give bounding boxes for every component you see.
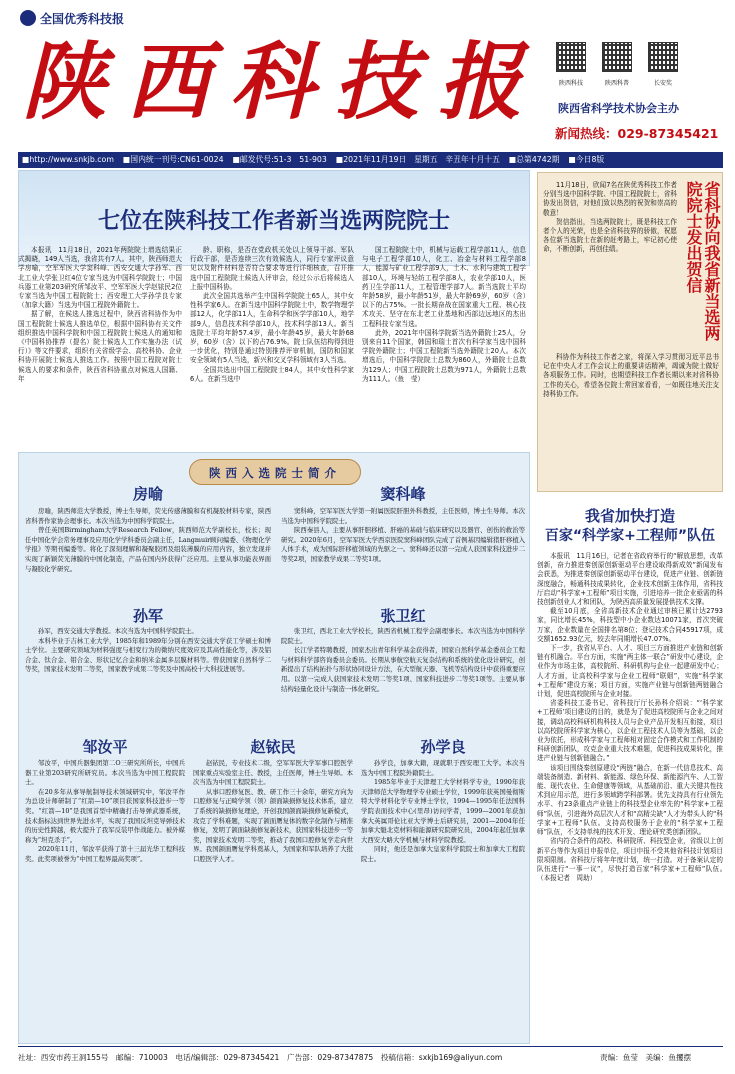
cn-number: ■国内统一刊号:CN61-0024 [122, 155, 224, 164]
academician-name: 张卫红 [380, 607, 426, 625]
footer-editors: 责编：鱼莹 美编：鱼攫摆 [600, 1053, 692, 1062]
team-building-article [537, 500, 730, 1040]
letter-vertical-title: 省科协向我省新当选两院院士发出贺信 [684, 181, 721, 341]
qr-label: 陕西科技 [558, 80, 583, 87]
profiles-banner: 陕西入选院士简介 [189, 459, 361, 485]
lead-paragraph: 龄、职称，是否在党政机关处以上领导干部、军队行政干部，是否连续三次有效候选人，同行专家评议意见以及附件材料是否符合要求等进行详细核查，召开推选中国工程院院士候选人评审会，经过公示后将候选人上报中国科协。 [190, 246, 354, 291]
lead-paragraph: 据了解，在候选人推选过程中，陕西省科协作为中国工程院院士候选人推选单位，根据中国科协有关文件组织推选中国科学院和中国工程院院士候选人的通知和《中国科协推荐（提名）院士候选人工作实施办法（试行）》等文件要求，组织有关省级学会、高校科协、企业科协开展院士候选人推选工作。按照中国工程院对院士候选人的要求和条件，陕西省科协重点对候选人国籍、年 [18, 310, 182, 383]
lead-paragraph: 本报讯 11月18日，2021年两院院士增选结果正式揭晓，149人当选，我省共有7人。其中，陕西师范大学房喻，空军军医大学窦科峰、西安交通大学孙军、西北工业大学张卫红4位专家当选为中国科学院院士；中国兵器工业第203研究所邹汝平、空军军医大学赵铱民2位专家当选为中国工程院院士；西安理工大学孙学良专家（加拿大籍）当选为中国工程院外籍院士。 [18, 246, 182, 310]
top-tag: 全国优秀科技报 [40, 12, 125, 26]
article-body: 本报讯 11月16日，记者在省政府举行的“解放思想，改革创新，奋力推进秦创原创新驱动平台建设取得新成效”新闻发布会获悉，为推进秦创原创新驱动平台建设，促进产业链、创新链深度融合，畅通科技成果转化，企业技术创新主体作用，省科技厅启动“科学家+工程师”项目实施，引进培养一批企业亟需的科技创新创业人才和团队，为陕西高质量发展提供技术支撑。 截至10月底，全省高新技术企业通过审核已累计达2793家，同比增长45%，科技型中小企业数达10071家，首次突破万家，企业数量在全国排名第8位；登记技术合同45917项，成交额1652.93亿元，较去年同期增长47.07%。 下一步，我省从平台、人才、项目三方面推进产业链和创新链有机融合。平台方面，实施“两主体一联合”研发中心建设，企业作为市场主体，高校院所、科研机构与企业一起建研发中心；人才方面，让高校科学家与企业工程师“联姻”，实施“科学家+工程师”建设方案；项目方面，实施产业链与创新链两链融合计划，促进高校院所与企业对接。 省委科技工委书记、省科技厅厅长孙科介绍说：“‘科学家+工程师’项目建设的目的，就是为了促进高校院所与企业之间对接，调动高校科研机构科技人员与企业产品开发相互衔接，项目以高校院所科学家为核心，以企业工程技术人员等为基础，以企业为依托，形成科学家与工程师相对固定合作模式和工作机制的科研创新团队，攻克企业重大技术难题，促进科技成果转化，推进产业链与创新链融合。” 该项目围绕秦创原建设“两链”融合，在新一代信息技术、高端装备制造、新材料、新能源、绿色环保、新能源汽车、人工智能、现代农业、生命健康等领域，从基础前沿、重大关键共性技术到应用示范，进行多领域跨学科部署。优先支持具有行业领先水平、有23条重点产业链上的科技型企业率先的“科学家+工程师”队伍，引进海外高层次人才和“高精尖缺”人才为带头人的“科学家+工程师”队伍。支持高校服务于企业的“科学家+工程师”队伍，不支持单纯的技术开发、理论研究类创新团队。 省内符合条件的高校、科研院所、科技型企业，省级以上创新平台等作为项目申报单位，项目申报不受其他省科技计划项目限项限制。省科技厅将年年度计划，统一打造。对于备案认定的队伍进行“一事一议”，尽快打造百家“科学家+工程师”队伍。 （本报记者 周助） [537, 552, 730, 883]
profile-zou-ruping: 邹汝平 邹汝平，中国兵器集团第二O三研究所所长，中国兵器工业第203研究所研究员。本次当选为中国工程院院士。 在20多年从事导航制导技术领域研究中，邹汝平作为总设计师研制了“红箭—10”项目获国家科技进步一等奖。“红箭—10”是我国首型中精确打击导弹武器系统，技术指标达到世界先进水平，实现了我国反坦克导弹技术的历史性跨越，极大提升了我军反装甲作战能力。被外媒称为“坦克杀手”。 2020年11月，邹汝平获得了第十三届光华工程科技奖。此奖项被誉为“中国工程界最高奖项”。 [25, 735, 185, 865]
lead-column-3 [362, 246, 526, 384]
footer-address: 社址：西安市药王洞155号 邮编：710003 电话/编辑部：029-87345421 广告部：029-87347875 投稿信箱：sxkjb169@aliyun.com [18, 1053, 503, 1062]
postal-code: ■邮发代号:51-3 51-903 [232, 155, 327, 164]
qr-code-group [556, 40, 726, 94]
lead-headline: 七位在陕科技工作者新当选两院院士 [97, 209, 450, 234]
newspaper-logo: 陕西科技报 [22, 32, 543, 131]
masthead [0, 0, 735, 150]
page-count: ■今日8版 [568, 155, 605, 164]
lead-column-1 [18, 246, 182, 384]
lead-paragraph: 国工程院院士中，机械与运载工程学部11人，信息与电子工程学部10人，化工、冶金与材料工程学部8人，能源与矿业工程学部9人，土木、水利与建筑工程学部10人，环境与轻纺工程学部8人，农业学部10人，医药卫生学部11人，工程管理学部7人。新当选院士平均年龄58岁，最小年龄51岁，最大年龄69岁，60岁（含）以下的占75%。一批长期奋战在国家重大工程、核心技术攻关、坚守在东北老工业基地和西部边远地区的杰出工程科技专家当选。 [362, 246, 526, 328]
profile-zhao-yimin: 赵铱民 赵铱民，专业技术二级，空军军医大学军事口腔医学国家重点实验室主任、教授，主任医师，博士生导师。本次当选为中国工程院院士。 从事口腔修复医、教、研工作三十余年，研究方向为口腔修复与正畸学领（领）颌面缺损修复技术体系，建立了系统的缺损修复理论，开创我国颌面缺损修复新模式，攻克了学科难题，实现了颌面赝复体的数字化制作与精准修复，发明了颌面缺损修复新技术，获国家科技进步一等奖，国家技术发明二等奖，推动了我国口腔修复学走向世界。我国颌面赝复学科奠基人，为国家和军队培养了大批口腔医学人才。 [193, 735, 353, 865]
profile-fang-yu: 房喻 房喻，陕西师范大学教授，博士生导师，荧光传感薄膜和有机凝胶材料专家，陕西省科普作家协会理事长。本次当选为中国科学院院士。 曾任英国Birmingham大学Research Fellow，陕西师范大学副校长，校长；现任中国化学会常务理事及应用化学学科委员会副主任，Langmuir顾问编委、《物理化学学报》等期刊编委等。将化了深刻理解和凝聚胶团及组装薄膜的应用内容，独立发现并实现了新颖荧光薄膜的中国化制造，产品在国内外获得广泛应用。主要从事功能表界面与凝胶化学研究。 [25, 481, 271, 574]
article-title-line1: 我省加快打造 [584, 507, 675, 525]
newspaper-emblem-icon [20, 10, 36, 26]
academician-name: 孙军 [132, 607, 163, 625]
profile-zhang-weihong: 张卫红 张卫红，西北工业大学校长，陕西省机械工程学会副理事长。本次当选为中国科学院院士。 长江学者特聘教授，国家杰出青年科学基金获得者，国家自然科学基金委员会工程与材料科学部咨询委员会委员。长期从事航空航天复杂结构和系统的优化设计研究，创新提出了结构拓扑与形状协同设计方法，在大型航天器、飞机等结构设计中获得重要应用。以第一完成人获国家技术发明二等奖1项、国家科技进步二等奖1项等。主要从事结构轻量化设计与制造一体化研究。 [281, 607, 525, 693]
info-bar [18, 152, 723, 168]
qr-label: 陕西科普 [604, 80, 629, 87]
letter-body-top: 11月18日，欣闻7名在陕优秀科技工作者分别当选中国科学院、中国工程院院士，省科协发出贺信，对他们致以热烈的祝贺和崇高的敬意！ 贺信指出，当选两院院士，既是科技工作者个人的光荣，也是全省科技界的骄傲，祝愿各位新当选院士在新的赶考路上，牢记初心使命，不断创新，再创佳绩。 [543, 181, 677, 254]
academician-name: 孙学良 [420, 738, 466, 756]
issue-date: ■2021年11月19日 星期五 辛丑年十月十五 [335, 155, 500, 164]
letter-body-bottom: 科协作为科技工作者之家，将深入学习贯彻习近平总书记在中央人才工作会议上的重要讲话精神，竭诚为院士做好各项服务工作。同时，也期望科技工作者长期以来对省科协工作的关心，希望各位院士常回家看看，一如既往地关注支持科协工作。 [543, 353, 719, 398]
lead-column-2 [190, 246, 354, 384]
qr-code-icon [602, 42, 632, 72]
profile-sun-jun: 孙军 孙军，西安交通大学教授。本次当选为中国科学院院士。 本科毕业于吉林工业大学，1985年和1989年分别在西安交通大学获工学硕士和博士学位。主要研究领域为材料强度与相变行为的微纳尺度效应及其高性能化等，涉及铝合金、钛合金、钼合金、形状记忆合金和纳米金属多层膜材料等。曾获国家自然科学二等奖，国家技术发明二等奖，国家教学成果二等奖及中国高校十大科技进展等。 [25, 607, 271, 674]
issue-number: ■总第4742期 [508, 155, 560, 164]
academician-name: 窦科峰 [380, 485, 426, 503]
lead-paragraph: 此次全国共选举产生中国科学院院士65人，其中女性科学家6人。在新当选中国科学院院士中，数学物理学部12人，化学部11人，生命科学和医学学部10人，地学部9人，信息技术科学部10人，技术科学部13人。新当选院士平均年龄57.4岁，最小年龄45岁，最大年龄68岁，60岁（含）以下的占76.9%。院士队伍结构得到进一步优化，特别是通过特别推荐评审机制，国防和国家安全领域有5人当选，新兴和交叉学科领域有3人当选。 [190, 292, 354, 365]
profile-dou-kefeng: 窦科峰 窦科峰，空军军医大学第一附属医院肝胆外科教授，主任医师，博士生导师。本次当选为中国科学院院士。 陕西秦县人，主要从事肝胆移植、肝癌的基础与临床研究以及器官、创伤的救治等研究。2020年6月，空军军医大学西京医院窦科峰团队完成了首例基因编辑猪肝移植入人体手术，成为国际肝移植领域的先驱之一。窦科峰还以第一完成人获国家科技进步二等奖2项，国家教学成果二等奖1项。 [281, 481, 525, 565]
qr-code-icon [556, 42, 586, 72]
qr-label: 长安奖 [653, 80, 672, 87]
academician-name: 房喻 [132, 485, 163, 503]
news-hotline: 新闻热线：029-87345421 [555, 126, 719, 141]
lead-paragraph: 全国共选出中国工程院院士84人，其中女性科学家6人。在新当选中 [190, 365, 354, 383]
profile-sun-xueliang: 孙学良 孙学良，加拿大籍，现就职于西安理工大学。本次当选为中国工程院外籍院士。 1985年毕业于天津理工大学材料学专业，1990年获天津师范大学物理学专业硕士学位，1999年获英国曼彻斯特大学材料化学专业博士学位，1994—1995年任法国科学院表面技术中心(里昂)访问学者，1999—2001年获加拿大英属哥伦比亚大学博士后研究员，2001—2004年任加拿大魁北克材料和能源研究院研究员，2004年起任加拿大西安大略大学机械与材料学院教授。 同时，他还是加拿大皇家科学院院士和加拿大工程院院士。 [361, 735, 525, 865]
lead-paragraph: 此外，2021年中国科学院新当选外籍院士25人，分别来自11个国家，韩国和瑞士首次有科学家当选中国科学院外籍院士；中国工程院新当选外籍院士20人。本次增选后，中国科学院院士总数为860人，外籍院士总数为129人；中国工程院院士总数为971人，外籍院士总数为111人。（鱼 莹） [362, 328, 526, 383]
congratulation-letter [537, 172, 723, 492]
website-url[interactable]: ■http://www.snkjb.com [22, 155, 114, 164]
academician-name: 赵铱民 [250, 738, 296, 756]
footer-rule [18, 1046, 723, 1047]
sponsor-line: 陕西省科学技术协会主办 [558, 102, 679, 115]
academician-profiles [18, 452, 530, 1044]
academician-name: 邹汝平 [82, 738, 128, 756]
article-title-line2: 百家“科学家+工程师”队伍 [544, 528, 716, 544]
qr-code-icon [648, 42, 678, 72]
